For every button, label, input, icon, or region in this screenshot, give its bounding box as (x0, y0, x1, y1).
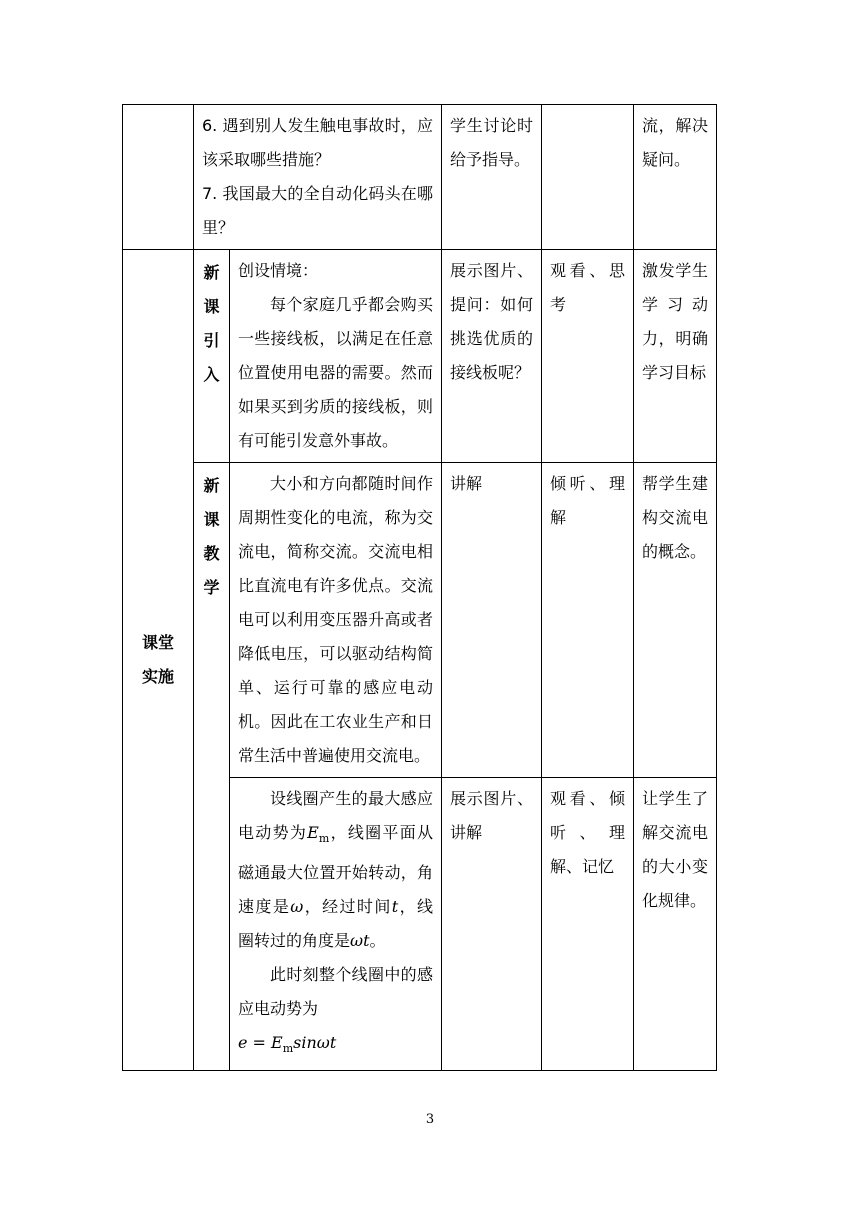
teacher-activity-cell: 展示图片、讲解 (442, 778, 542, 1071)
section-label: 课堂实施 (123, 250, 194, 1071)
question-7: 7. 我国最大的全自动化码头在哪里？ (202, 184, 434, 237)
design-intent-cell: 流，解决疑问。 (634, 105, 717, 250)
table-row (123, 463, 717, 778)
subsection-label-intro: 新 课 引 入 (194, 250, 230, 463)
teacher-activity-cell: 学生讨论时给予指导。 (442, 105, 542, 250)
content-cell (230, 778, 442, 1071)
question-6: 6. 遇到别人发生触电事故时，应该采取哪些措施？ (202, 116, 434, 169)
section-cell-empty (123, 105, 194, 250)
teacher-activity-cell: 讲解 (442, 463, 542, 778)
t-symbol: t (391, 897, 399, 917)
content-paragraph: 设线圈产生的最大感应电动势为$E_m$，线圈平面从磁通最大位置开始转动，角速度是ω，经过时间t，线圈转过的角度是ωt。 (238, 789, 434, 951)
design-intent-cell: 帮学生建构交流电的概念。 (634, 463, 717, 778)
design-intent-cell: 激发学生学习动力，明确学习目标 (634, 250, 717, 463)
content-heading: 创设情境： (238, 261, 319, 280)
omega-t-symbol: ωt (350, 931, 370, 951)
student-activity-cell (542, 105, 634, 250)
content-cell: 大小和方向都随时间作周期性变化的电流，称为交流电，简称交流。交流电相比直流电有许多优点。交流电可以利用变压器升高或者降低电压，可以驱动结构简单、运行可靠的感应电动机。因此在工农业生产和日常生活中普遍使用交流电。 (230, 463, 442, 778)
page-number: 3 (425, 1112, 435, 1127)
table-row (123, 250, 717, 463)
content-paragraph: 此时刻整个线圈中的感应电动势为 (238, 965, 434, 1019)
student-activity-cell: 观看、倾听、理解、记忆 (542, 778, 634, 1071)
student-activity-cell: 观看、思考 (542, 250, 634, 463)
lesson-plan-table (122, 104, 717, 1071)
omega-symbol: ω (290, 897, 304, 917)
content-cell (230, 250, 442, 463)
content-paragraph: 每个家庭几乎都会购买一些接线板，以满足在任意位置使用电器的需要。然而如果买到劣质的接线板，则有可能引发意外事故。 (238, 295, 434, 450)
em-symbol: $E_m$ (307, 823, 330, 846)
emf-formula: $e = E_m\sin\omega t$ (238, 1033, 337, 1056)
content-cell (194, 105, 442, 250)
design-intent-cell: 让学生了解交流电的大小变化规律。 (634, 778, 717, 1071)
student-activity-cell: 倾听、理解 (542, 463, 634, 778)
subsection-label-teaching: 新 课 教 学 (194, 463, 230, 1071)
table-row (123, 105, 717, 250)
teacher-activity-cell: 展示图片、提问：如何挑选优质的接线板呢？ (442, 250, 542, 463)
